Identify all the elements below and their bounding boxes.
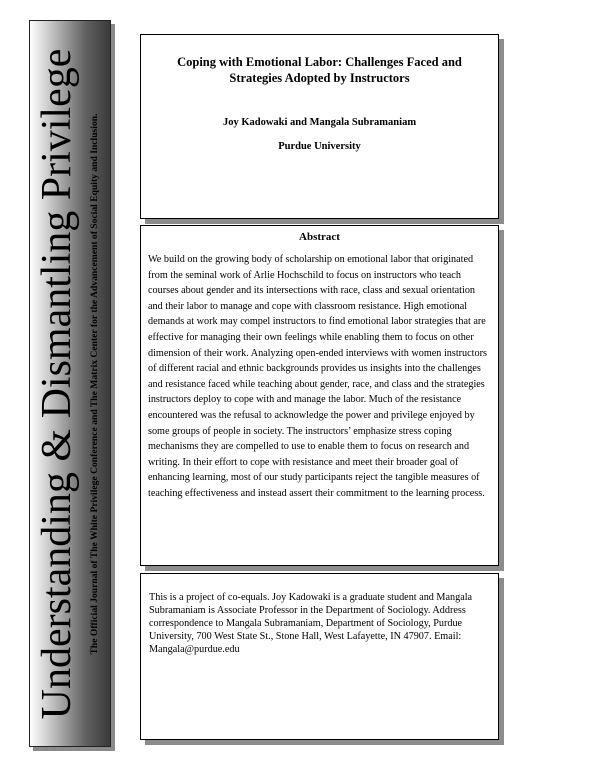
article-title: Coping with Emotional Labor: Challenges Faced and Strategies Adopted by Instructors xyxy=(177,55,462,85)
author-note-text: This is a project of co-equals. Joy Kadowaki is a graduate student and Mangala Subramaniam is Associate Professor in the Department of Sociology. Address correspondence to Mangala Subramaniam, Department of Sociology, Purdue University, 700 West State St., Stone Hall, West Lafayette, IN 47907. Email: Mangala@purdue.edu xyxy=(149,592,473,655)
banner-text xyxy=(30,24,110,744)
author-note-box xyxy=(140,573,499,740)
journal-title: Understanding & Dismantling Privilege xyxy=(34,48,80,719)
journal-banner xyxy=(29,20,111,747)
abstract-text: We build on the growing body of scholarship on emotional labor that originated from the seminal work of Arlie Hochschild to focus on instructors who teach courses about gender and its intersections with race, class and sexual orientation and their labor to manage and cope with classroom resistance. High emotional demands at work may compel instructors to find emotional labor strategies that are effective for managing their own feelings while enabling them to focus on other dimension of their work. Analyzing open-ended interviews with women instructors of different racial and ethnic backgrounds provides us insights into the challenges and resistance faced while teaching about gender, race, and class and the strategies instructors deploy to cope with and manage the labor. Much of the resistance encountered was the refusal to acknowledge the power and privilege enjoyed by some groups of people in society. The instructors’ emphasize stress coping mechanisms they are compelled to use to enable them to focus on research and writing. In their effort to cope with resistance and meet their broader goal of enhancing learning, most of our study participants reject the tangible measures of teaching effectiveness and instead assert their commitment to the learning process. xyxy=(148,254,487,499)
abstract-heading: Abstract xyxy=(299,231,340,243)
article-authors: Joy Kadowaki and Mangala Subramaniam xyxy=(222,117,417,128)
abstract-box xyxy=(140,225,499,566)
journal-subtitle: The Official Journal of The White Privilege Conference and The Matrix Center for the Advancement of Social Equity and Inclusion. xyxy=(89,113,100,654)
article-affiliation: Purdue University xyxy=(278,141,361,152)
title-box xyxy=(140,34,499,219)
